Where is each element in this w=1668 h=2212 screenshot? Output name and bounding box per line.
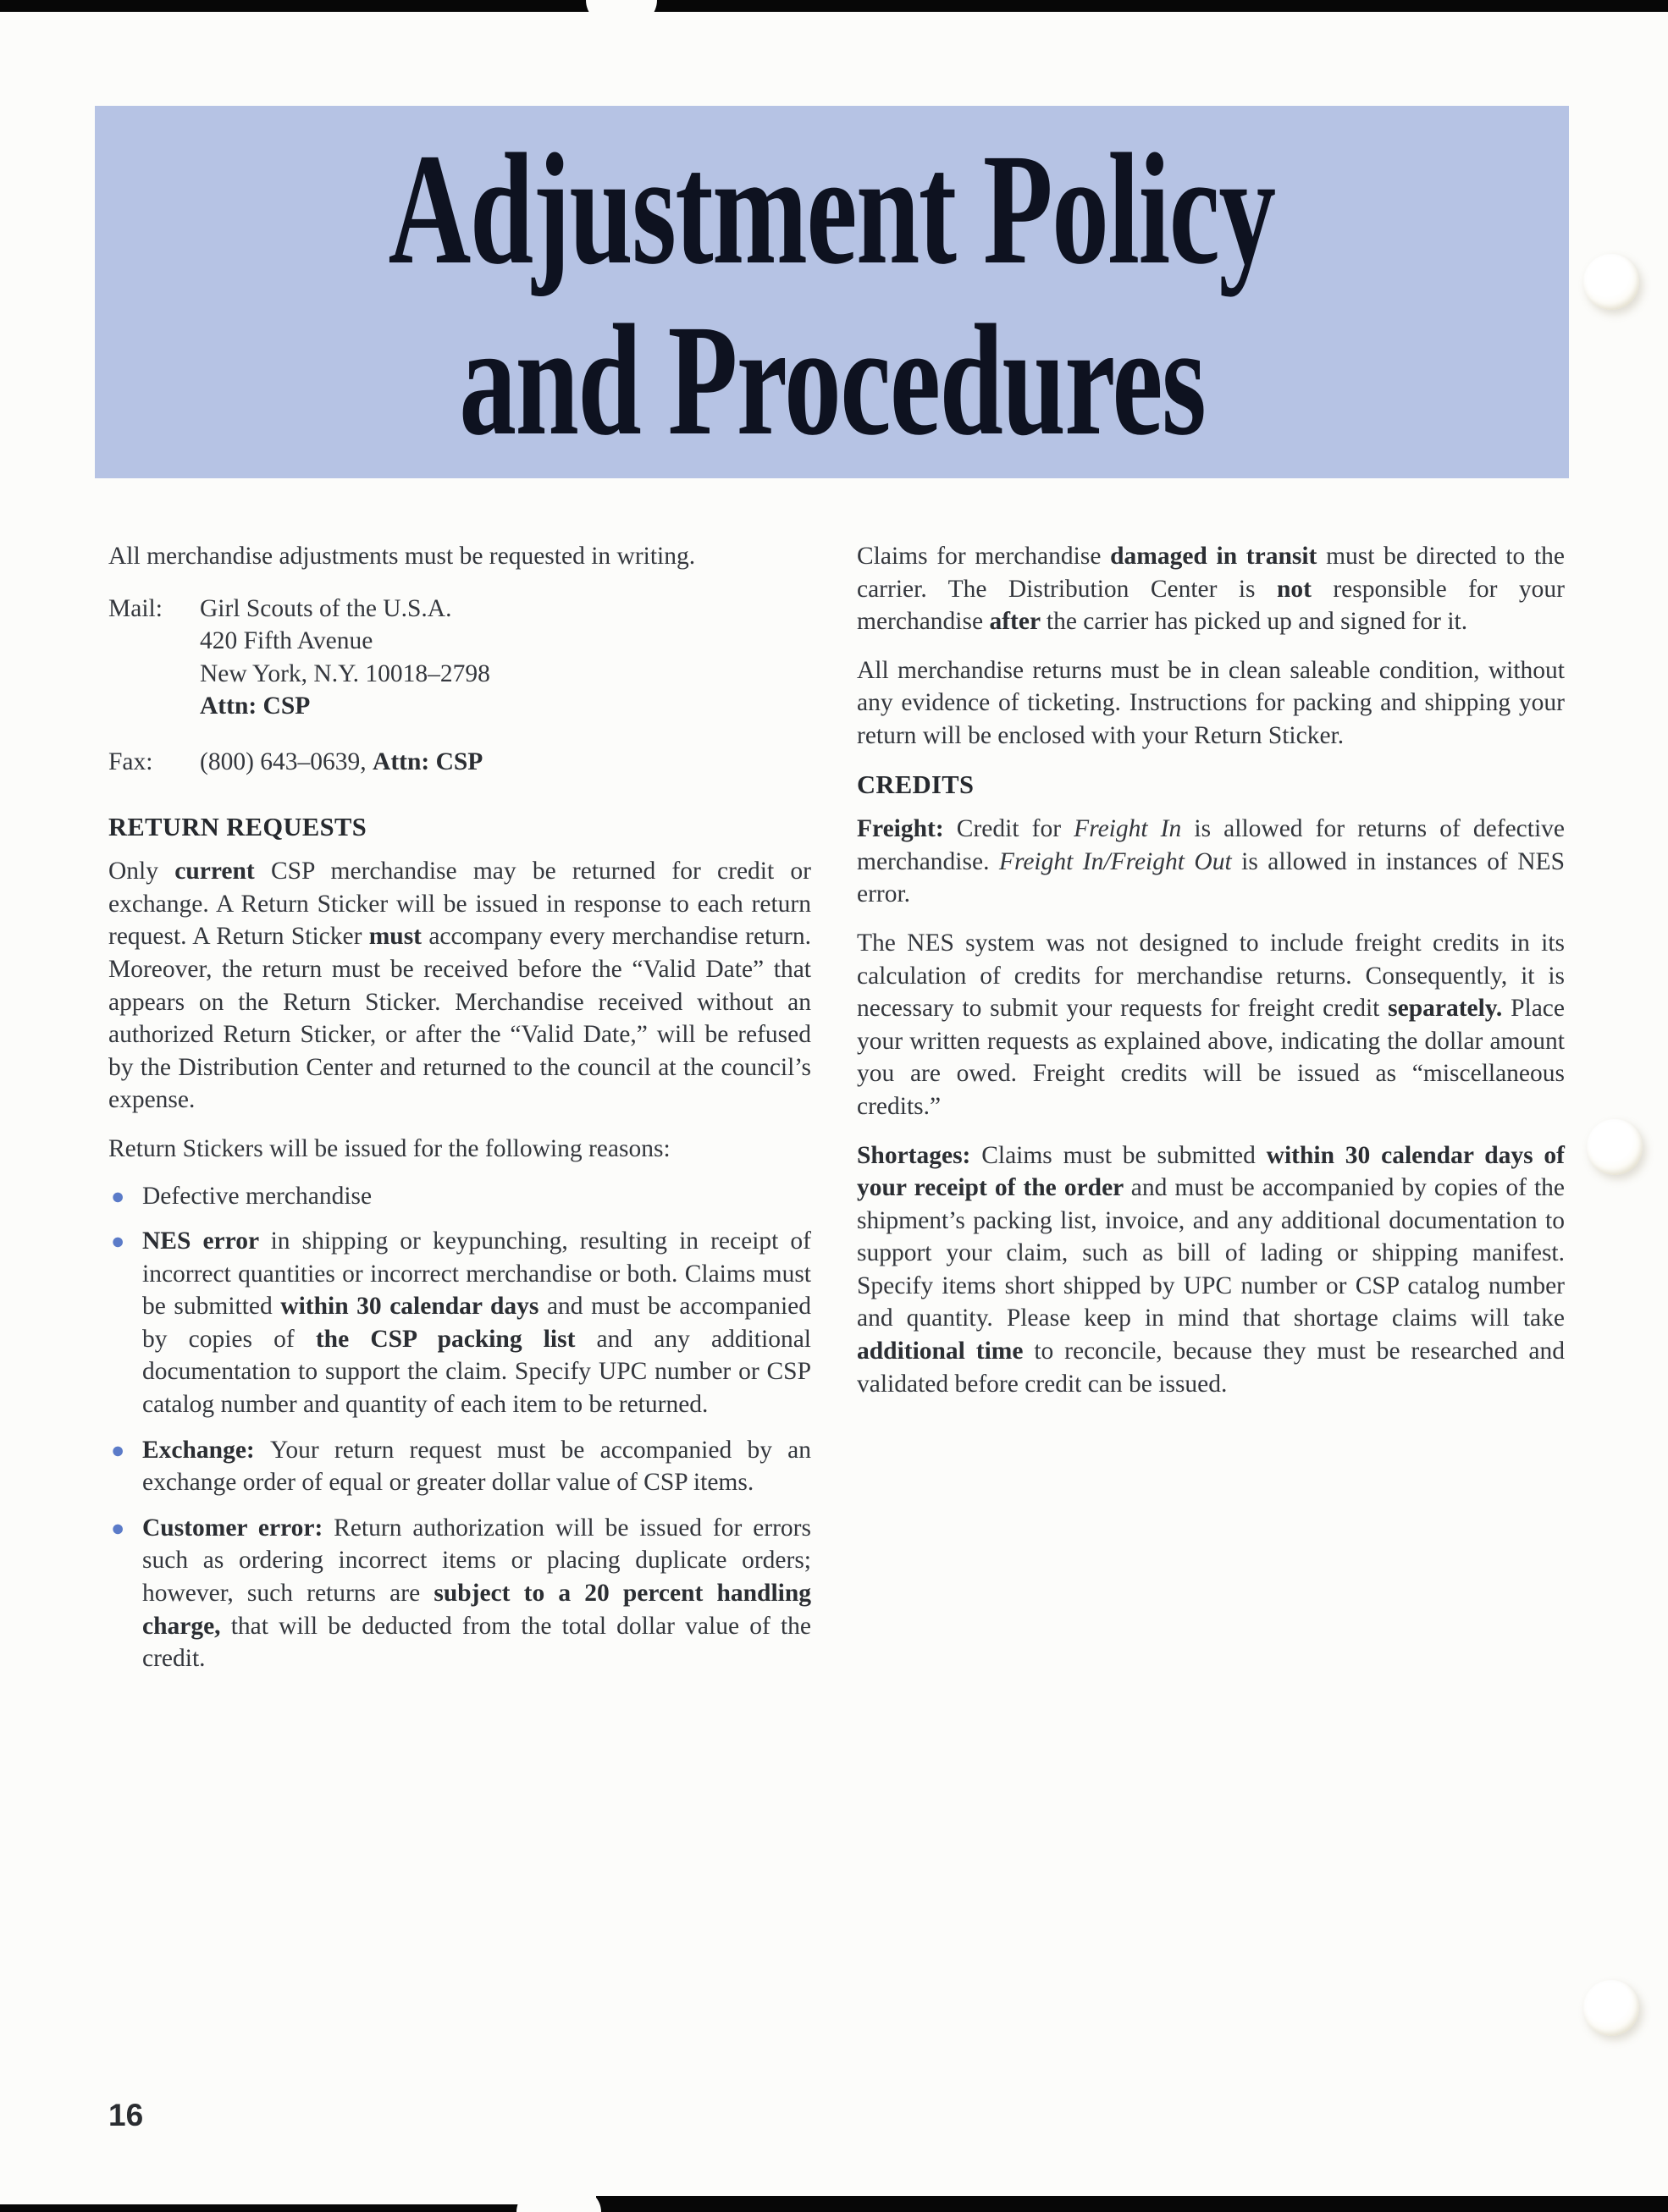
right-column xyxy=(857,540,1565,1416)
reasons-lead-in: Return Stickers will be issued for the following reasons: xyxy=(108,1134,671,1162)
shortages-paragraph: Shortages: Claims must be submitted within 30 calendar days of your receipt of the order and must be accompanied by copies of the shipment’s packing list, invoice, and any additional documentation to support your claim, such as bill of lading or shipping manifest. Specify items short shipped by UPC number or CSP catalog number and quantity. Please keep in mind that shortage claims will take additional time to reconcile, because they must be researched and validated before credit can be issued. xyxy=(857,1141,1565,1398)
page-title-line-1: Adjustment Policy xyxy=(388,120,1276,297)
mail-line-3: New York, N.Y. 10018–2798 xyxy=(200,659,490,687)
list-item-exchange xyxy=(108,1434,811,1499)
bullet-icon: ● xyxy=(111,1228,125,1255)
mail-address-block xyxy=(108,593,811,723)
bullet-icon: ● xyxy=(111,1183,125,1209)
list-item-text: Defective merchandise xyxy=(142,1182,373,1210)
fax-number: (800) 643–0639, Attn: CSP xyxy=(200,747,483,775)
mail-line-1: Girl Scouts of the U.S.A. xyxy=(200,594,452,622)
credits-heading: CREDITS xyxy=(857,770,975,799)
mail-label: Mail: xyxy=(108,594,163,622)
mail-line-2: 420 Fifth Avenue xyxy=(200,627,373,655)
hole-punch-icon xyxy=(1583,1980,1639,2036)
intro-paragraph: All merchandise adjustments must be requested in writing. xyxy=(108,543,696,570)
return-requests-heading: RETURN REQUESTS xyxy=(108,812,367,841)
list-item-text: NES error in shipping or keypunching, resulting in receipt of incorrect quantities or incorrect merchandise or both. Claims must be submitted within 30 calendar days and must be accompanied by copies of the CSP packing list and any additional documentation to support the claim. Specify UPC number or CSP catalog number and quantity of each item to be returned. xyxy=(142,1227,812,1419)
mail-address-lines xyxy=(200,593,811,723)
damaged-in-transit-paragraph: Claims for merchandise damaged in transit must be directed to the carrier. The Distribution Center is not responsible for your merchandise after the carrier has picked up and signed for it. xyxy=(857,543,1565,636)
scan-edge-top-notch xyxy=(586,0,657,25)
hole-punch-icon xyxy=(1583,254,1639,310)
scan-edge-top xyxy=(0,0,1668,12)
freight-paragraph: Freight: Credit for Freight In is allowed for returns of defective merchandise. Freight In/Freight Out is allowed in instances of NES error. xyxy=(857,815,1565,908)
list-item-nes-error xyxy=(108,1225,811,1421)
hole-punch-icon xyxy=(1587,1119,1643,1175)
left-column xyxy=(108,540,811,1688)
list-item-customer-error xyxy=(108,1512,811,1675)
page-title-line-2: and Procedures xyxy=(458,291,1206,468)
scan-edge-bottom-notch xyxy=(516,2189,601,2212)
list-item-defective xyxy=(108,1180,811,1213)
saleable-condition-paragraph: All merchandise returns must be in clean saleable condition, without any evidence of ticketing. Instructions for packing and shipping your return will be enclosed with your Return Sticker. xyxy=(857,656,1565,749)
nes-system-paragraph: The NES system was not designed to include freight credits in its calculation of credits for merchandise returns. Consequently, it is necessary to submit your requests for freight credit separately. Place your written requests as explained above, indicating the dollar amount you are owed. Freight credits will be issued as “miscellaneous credits.” xyxy=(857,929,1565,1120)
fax-block xyxy=(108,746,811,779)
fax-label: Fax: xyxy=(108,747,153,775)
mail-line-4: Attn: CSP xyxy=(200,692,311,720)
return-requests-paragraph: Only current CSP merchandise may be returned for credit or exchange. A Return Sticker will be issued in response to each return request. A Return Sticker must accompany every merchandise return. Moreover, the return must be received before the “Valid Date” that appears on the Return Sticker. Merchandise received without an authorized Return Sticker, or after the “Valid Date,” will be refused by the Distribution Center and returned to the council at the council’s expense. xyxy=(108,858,811,1114)
bullet-icon: ● xyxy=(111,1437,125,1463)
list-item-text: Customer error: Return authorization will be issued for errors such as ordering incorrect items or placing duplicate orders; however, such returns are subject to a 20 percent handling charge, that will be deducted from the total dollar value of the credit. xyxy=(142,1514,812,1673)
scan-edge-bottom-left xyxy=(0,2204,532,2212)
title-banner xyxy=(95,106,1569,478)
list-item-text: Exchange: Your return request must be accompanied by an exchange order of equal or greater dollar value of CSP items. xyxy=(142,1436,812,1497)
page-number: 16 xyxy=(108,2098,144,2132)
scan-edge-bottom-right xyxy=(596,2196,1668,2212)
bullet-icon: ● xyxy=(111,1514,125,1541)
